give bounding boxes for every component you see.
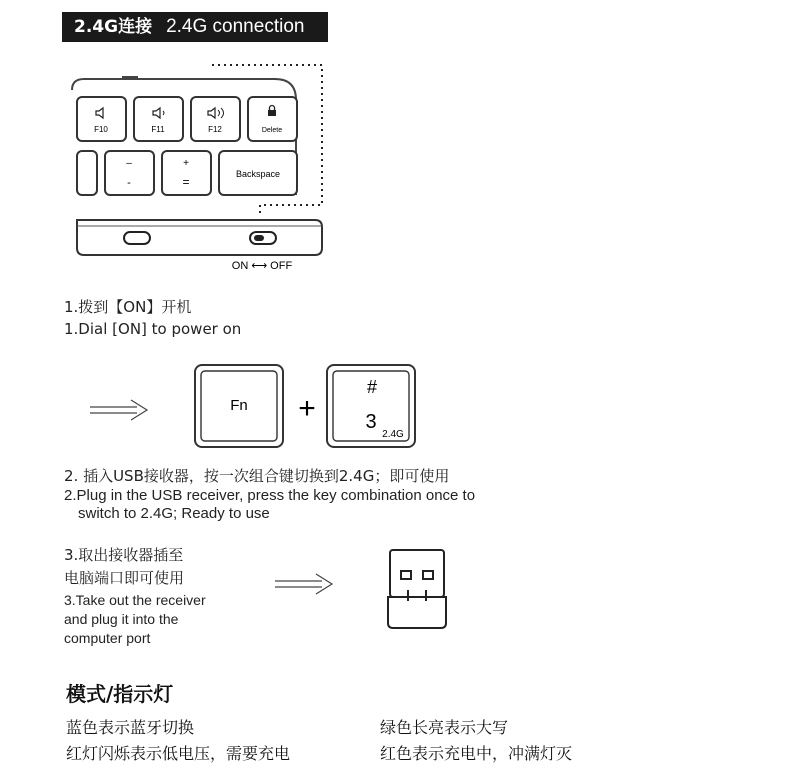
key-f12 bbox=[191, 97, 240, 141]
step3-cn-line2: 电脑端口即可使用 bbox=[64, 569, 185, 587]
fn-key-label: Fn bbox=[230, 397, 248, 414]
switch-label: ON ⟷ OFF bbox=[231, 260, 293, 272]
step2-en-line1: 2.Plug in the USB receiver, press the key combination once to bbox=[64, 487, 476, 504]
fn-key bbox=[195, 365, 283, 447]
svg-text:Backspace: Backspace bbox=[235, 169, 281, 179]
step3-en-line1: 3.Take out the receiver bbox=[64, 592, 206, 608]
key-partial bbox=[77, 151, 97, 195]
section-title-cn: 2.4G连接 bbox=[74, 17, 153, 37]
mode-red-blink: 红灯闪烁表示低电压，需要充电 bbox=[66, 744, 291, 763]
three-label: 3 bbox=[365, 411, 377, 433]
key-f10 bbox=[77, 97, 126, 141]
modes-title: 模式/指示灯 bbox=[66, 682, 174, 706]
step1-cn: 1.拨到【ON】开机 bbox=[64, 298, 192, 316]
svg-text:+: + bbox=[183, 158, 189, 169]
key-label: F11 bbox=[151, 125, 165, 134]
step3-en-line2: and plug it into the bbox=[64, 611, 179, 627]
receiver-graphic bbox=[270, 545, 460, 635]
keyboard-bottom-edge bbox=[77, 220, 322, 255]
key-delete bbox=[248, 97, 297, 141]
key-backspace bbox=[219, 151, 297, 195]
step3-cn-line1: 3.取出接收器插至 bbox=[64, 546, 184, 564]
key-combination-graphic bbox=[85, 360, 425, 455]
step2-cn: 2. 插入USB接收器，按一次组合键切换到2.4G；即可使用 bbox=[64, 467, 450, 485]
key-f11 bbox=[134, 97, 183, 141]
svg-text:–: – bbox=[126, 158, 132, 169]
key-3 bbox=[327, 365, 415, 447]
svg-text:-: - bbox=[127, 177, 131, 189]
mode-blue: 蓝色表示蓝牙切换 bbox=[66, 718, 195, 737]
key-label: Delete bbox=[261, 127, 283, 134]
step2-en-line2: switch to 2.4G; Ready to use bbox=[78, 505, 270, 522]
usb-receiver-icon bbox=[388, 550, 446, 628]
mode-red-charging: 红色表示充电中，冲满灯灭 bbox=[380, 744, 573, 763]
keyboard-illustration bbox=[60, 55, 340, 275]
key-minus bbox=[105, 151, 154, 195]
arrow-right-icon bbox=[90, 400, 147, 420]
key-label: F10 bbox=[94, 125, 108, 134]
section-title-en: 2.4G connection bbox=[166, 16, 305, 37]
step1-en: 1.Dial [ON] to power on bbox=[64, 320, 242, 338]
section-title bbox=[62, 12, 328, 42]
svg-text:=: = bbox=[182, 175, 190, 189]
24g-sub-label: 2.4G bbox=[382, 429, 404, 440]
key-equals bbox=[162, 151, 211, 195]
hash-label: # bbox=[366, 377, 378, 397]
step3-en-line3: computer port bbox=[64, 630, 151, 646]
power-switch bbox=[250, 232, 276, 244]
mode-green: 绿色长亮表示大写 bbox=[380, 718, 509, 737]
key-label: F12 bbox=[208, 125, 222, 134]
plus-sign: + bbox=[298, 392, 316, 425]
arrow-right-icon bbox=[275, 574, 332, 594]
indicator-light bbox=[124, 232, 150, 244]
